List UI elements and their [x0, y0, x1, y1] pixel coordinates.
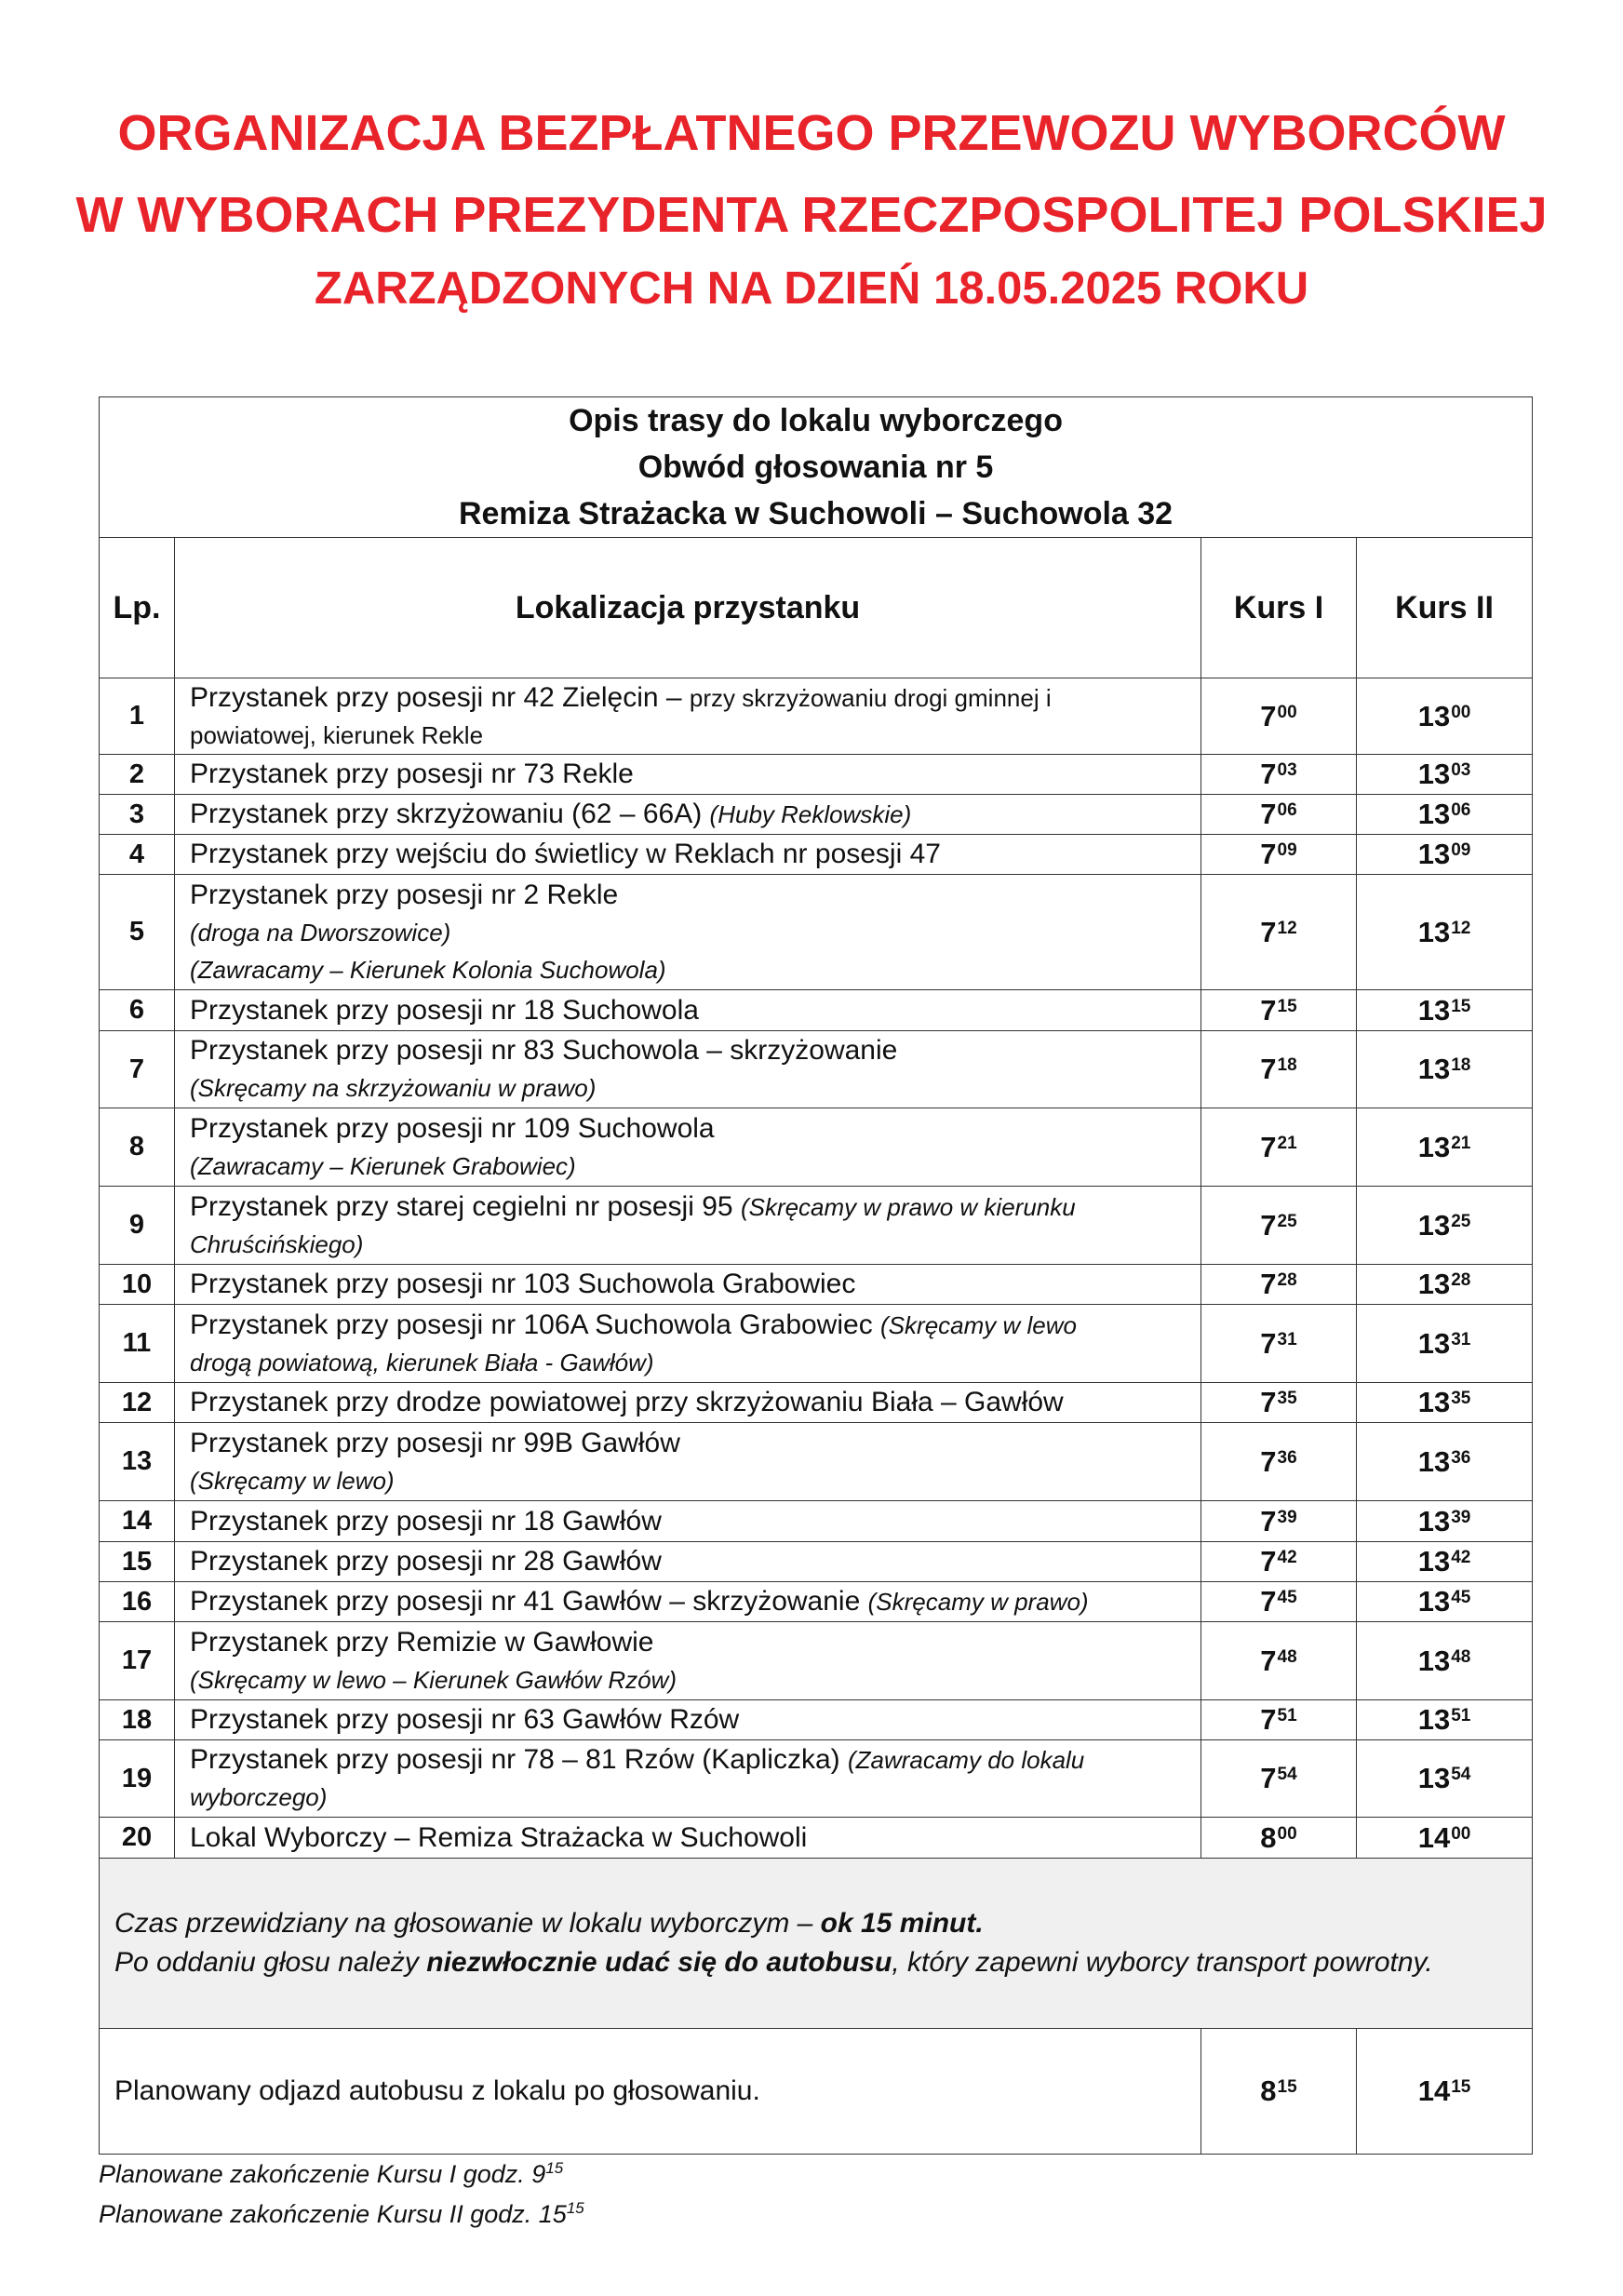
stop-description-line: [190, 1069, 1200, 1107]
stop-description-text: Przystanek przy posesji nr 18 Suchowola: [190, 994, 699, 1026]
time-kurs2-minute: 06: [1451, 800, 1471, 820]
stop-description-line: [190, 1741, 1200, 1779]
stop-description-line: [190, 679, 1200, 717]
time-kurs2: [1357, 1305, 1533, 1383]
time-kurs1-hour: 7: [1260, 1585, 1277, 1618]
footer-line-1: [99, 2159, 563, 2189]
table-row: [100, 1818, 1533, 1859]
time-kurs2: [1357, 1265, 1533, 1305]
stop-description-text: (Zawracamy – Kierunek Kolonia Suchowola): [190, 955, 666, 984]
time-kurs2: [1357, 1187, 1533, 1265]
time-kurs2-minute: 36: [1451, 1447, 1471, 1468]
stop-description-line: [190, 1543, 1200, 1580]
stop-description: [175, 755, 1201, 795]
stop-description: [175, 1501, 1201, 1542]
note-line-2-bold: niezwłocznie udać się do autobusu: [426, 1947, 892, 1978]
stop-description-line: [190, 717, 1200, 754]
time-kurs2-minute: 03: [1451, 760, 1471, 780]
stop-description-line: [190, 1110, 1200, 1148]
time-kurs1-minute: 42: [1277, 1548, 1297, 1567]
time-kurs1: [1201, 795, 1357, 835]
note-line-2-end: , który zapewni wyborcy transport powrotny.: [892, 1947, 1433, 1978]
departure-label: Planowany odjazd autobusu z lokalu po głosowaniu.: [100, 2029, 1201, 2155]
table-row: [100, 1108, 1533, 1187]
stop-description-text: (Skręcamy na skrzyżowaniu w prawo): [190, 1074, 597, 1102]
time-kurs1: [1201, 755, 1357, 795]
time-kurs2: [1357, 755, 1533, 795]
footer-line-2-text: Planowane zakończenie Kursu II godz. 15: [99, 2200, 567, 2228]
stop-description-line: [190, 1503, 1200, 1540]
time-kurs2: [1357, 1423, 1533, 1501]
stop-description-text: (Skręcamy w lewo: [880, 1310, 1077, 1339]
table-row: [100, 1501, 1533, 1542]
stop-description-text: Przystanek przy posesji nr 41 Gawłów – skrzyżowanie: [190, 1586, 868, 1617]
stop-description-text: Przystanek przy posesji nr 42 Zielęcin –: [190, 681, 690, 713]
departure-kurs1-hour: 8: [1260, 2074, 1277, 2107]
time-kurs1: [1201, 1700, 1357, 1740]
time-kurs1-hour: 7: [1260, 1268, 1277, 1300]
time-kurs2-hour: 13: [1417, 1444, 1451, 1478]
time-kurs2-minute: 12: [1451, 918, 1471, 938]
stop-description-text: Przystanek przy posesji nr 78 – 81 Rzów (Kapliczka): [190, 1744, 848, 1775]
stop-number: 16: [100, 1582, 175, 1622]
time-kurs1-hour: 7: [1260, 1444, 1277, 1478]
stop-description-line: [190, 1462, 1200, 1499]
time-kurs2: [1357, 795, 1533, 835]
time-kurs1-minute: 28: [1277, 1270, 1297, 1290]
time-kurs2-hour: 13: [1417, 758, 1451, 790]
route-header-row: [100, 397, 1533, 538]
note-line-2-text: Po oddaniu głosu należy: [114, 1947, 427, 1978]
table-row: [100, 1031, 1533, 1108]
route-header-line-1: Opis trasy do lokalu wyborczego: [569, 403, 1063, 438]
time-kurs1: [1201, 990, 1357, 1031]
stop-description-line: [190, 1307, 1200, 1344]
departure-kurs2: [1357, 2029, 1533, 2155]
time-kurs2-hour: 14: [1417, 1820, 1451, 1854]
stop-description-line: [190, 836, 1200, 873]
time-kurs2-minute: 54: [1451, 1765, 1471, 1784]
stop-description-line: [190, 1032, 1200, 1069]
stop-description-text: Lokal Wyborczy – Remiza Strażacka w Suchowoli: [190, 1821, 808, 1853]
time-kurs2-minute: 25: [1451, 1211, 1471, 1231]
stop-description: [175, 795, 1201, 835]
stop-description: [175, 1305, 1201, 1383]
stop-description-line: [190, 1624, 1200, 1661]
stop-number: 5: [100, 875, 175, 990]
time-kurs2: [1357, 1700, 1533, 1740]
stop-description-text: Przystanek przy wejściu do świetlicy w Reklach nr posesji 47: [190, 839, 941, 869]
stop-number: 3: [100, 795, 175, 835]
stop-description-text: wyborczego): [190, 1783, 328, 1811]
note-line-1-text: Czas przewidziany na głosowanie w lokalu wyborczym –: [114, 1908, 821, 1939]
time-kurs2-minute: 51: [1451, 1706, 1471, 1725]
table-row: [100, 795, 1533, 835]
time-kurs1-hour: 7: [1260, 993, 1277, 1027]
stop-description-line: [190, 1266, 1200, 1303]
table-row: [100, 1187, 1533, 1265]
stop-description-line: [190, 1188, 1200, 1226]
stop-number: 11: [100, 1305, 175, 1383]
table-row: [100, 1305, 1533, 1383]
time-kurs2: [1357, 875, 1533, 990]
time-kurs1: [1201, 1031, 1357, 1108]
column-header-lp: Lp.: [100, 538, 175, 678]
stop-description: [175, 1031, 1201, 1108]
time-kurs1: [1201, 1265, 1357, 1305]
stop-description: [175, 1108, 1201, 1187]
stop-description-text: Przystanek przy posesji nr 73 Rekle: [190, 759, 634, 789]
time-kurs2-hour: 13: [1417, 1585, 1451, 1618]
stop-description-text: przy skrzyżowaniu drogi gminnej i: [689, 683, 1052, 712]
stop-number: 10: [100, 1265, 175, 1305]
stop-description: [175, 875, 1201, 990]
stop-description: [175, 1542, 1201, 1582]
stop-description-text: (Zawracamy do lokalu: [847, 1746, 1085, 1774]
time-kurs1-minute: 03: [1277, 760, 1297, 780]
title-line-1: ORGANIZACJA BEZPŁATNEGO PRZEWOZU WYBORCÓW: [117, 105, 1506, 161]
time-kurs2: [1357, 1542, 1533, 1582]
stop-number: 18: [100, 1700, 175, 1740]
time-kurs2-minute: 48: [1451, 1646, 1471, 1667]
stop-description-line: [190, 914, 1200, 951]
column-header-kurs2: Kurs II: [1357, 538, 1533, 678]
stop-description-line: [190, 1701, 1200, 1739]
time-kurs1-minute: 45: [1277, 1588, 1297, 1607]
time-kurs1-hour: 8: [1260, 1820, 1277, 1854]
stop-description-text: (Skręcamy w lewo): [190, 1466, 395, 1495]
time-kurs2-hour: 13: [1417, 1644, 1451, 1677]
stop-description: [175, 990, 1201, 1031]
time-kurs1: [1201, 1818, 1357, 1859]
time-kurs1: [1201, 835, 1357, 875]
time-kurs2-minute: 18: [1451, 1055, 1471, 1075]
note-row: [100, 1859, 1533, 2029]
stop-description: [175, 1187, 1201, 1265]
stop-description-line: [190, 756, 1200, 793]
table-row: [100, 1542, 1533, 1582]
table-row: [100, 1700, 1533, 1740]
stop-number: 2: [100, 755, 175, 795]
time-kurs1-hour: 7: [1260, 758, 1277, 790]
stop-description-text: Przystanek przy Remizie w Gawłowie: [190, 1626, 654, 1658]
stop-description-text: Przystanek przy posesji nr 63 Gawłów Rzów: [190, 1704, 740, 1735]
time-kurs1-hour: 7: [1260, 1130, 1277, 1163]
stop-description: [175, 835, 1201, 875]
stop-description-text: Przystanek przy posesji nr 83 Suchowola – skrzyżowanie: [190, 1035, 898, 1066]
stop-description: [175, 1265, 1201, 1305]
stop-description-text: (Skręcamy w lewo – Kierunek Gawłów Rzów): [190, 1665, 677, 1694]
time-kurs2: [1357, 1501, 1533, 1542]
time-kurs1-minute: 12: [1277, 918, 1297, 938]
time-kurs2-hour: 13: [1417, 838, 1451, 870]
departure-kurs2-minute: 15: [1451, 2077, 1471, 2097]
table-row: [100, 1423, 1533, 1501]
stop-description-text: Przystanek przy posesji nr 103 Suchowola Grabowiec: [190, 1269, 856, 1299]
time-kurs2-minute: 45: [1451, 1588, 1471, 1607]
time-kurs2-hour: 13: [1417, 1762, 1451, 1794]
time-kurs2: [1357, 1582, 1533, 1622]
stop-number: 4: [100, 835, 175, 875]
time-kurs1: [1201, 1582, 1357, 1622]
stop-description-line: [190, 1583, 1200, 1620]
stop-description-text: Przystanek przy drodze powiatowej przy skrzyżowaniu Biała – Gawłów: [190, 1387, 1064, 1417]
stop-description-line: [190, 796, 1200, 833]
route-header-line-3: Remiza Strażacka w Suchowoli – Suchowola 32: [458, 496, 1174, 531]
stop-number: 7: [100, 1031, 175, 1108]
stop-description-text: Przystanek przy posesji nr 28 Gawłów: [190, 1546, 662, 1577]
time-kurs1-minute: 54: [1277, 1765, 1297, 1784]
time-kurs2-hour: 13: [1417, 1053, 1451, 1085]
time-kurs2-hour: 13: [1417, 1326, 1451, 1360]
table-row: [100, 1622, 1533, 1700]
time-kurs1: [1201, 1305, 1357, 1383]
time-kurs2-minute: 21: [1451, 1133, 1471, 1153]
time-kurs2: [1357, 1383, 1533, 1423]
time-kurs1-minute: 48: [1277, 1646, 1297, 1667]
departure-kurs1-minute: 15: [1277, 2077, 1297, 2097]
time-kurs1-minute: 25: [1277, 1211, 1297, 1231]
time-kurs1-minute: 15: [1277, 996, 1297, 1016]
time-kurs1-hour: 7: [1260, 798, 1277, 830]
stop-description: [175, 678, 1201, 755]
stop-description-text: Przystanek przy skrzyżowaniu (62 – 66A): [190, 799, 710, 829]
time-kurs2-minute: 09: [1451, 840, 1471, 860]
time-kurs2-hour: 13: [1417, 798, 1451, 830]
time-kurs2-minute: 31: [1451, 1329, 1471, 1349]
stop-description-text: (Zawracamy – Kierunek Grabowiec): [190, 1151, 576, 1180]
time-kurs1-minute: 21: [1277, 1133, 1297, 1153]
stop-description-line: [190, 877, 1200, 914]
route-header: [100, 397, 1533, 538]
time-kurs2: [1357, 1622, 1533, 1700]
time-kurs2-hour: 13: [1417, 1545, 1451, 1578]
time-kurs1-minute: 31: [1277, 1329, 1297, 1349]
column-header-kurs1: Kurs I: [1201, 538, 1357, 678]
stop-description-line: [190, 1226, 1200, 1263]
time-kurs1: [1201, 1383, 1357, 1423]
time-kurs2-hour: 13: [1417, 915, 1451, 948]
time-kurs2-hour: 13: [1417, 699, 1451, 732]
time-kurs2-hour: 13: [1417, 1504, 1451, 1537]
stop-description-line: [190, 1384, 1200, 1421]
time-kurs1: [1201, 1740, 1357, 1818]
table-row: [100, 1740, 1533, 1818]
time-kurs1-hour: 7: [1260, 1762, 1277, 1794]
stop-description-line: [190, 1779, 1200, 1816]
table-row: [100, 1265, 1533, 1305]
time-kurs2-hour: 13: [1417, 1268, 1451, 1300]
stop-number: 8: [100, 1108, 175, 1187]
stop-description-text: Przystanek przy posesji nr 109 Suchowola: [190, 1112, 715, 1144]
time-kurs1: [1201, 1108, 1357, 1187]
time-kurs2-hour: 13: [1417, 1703, 1451, 1736]
table-row: [100, 835, 1533, 875]
column-header-row: [100, 538, 1533, 678]
time-kurs1-hour: 7: [1260, 699, 1277, 732]
time-kurs1: [1201, 1542, 1357, 1582]
stop-description-text: powiatowej, kierunek Rekle: [190, 720, 484, 749]
time-kurs2-minute: 35: [1451, 1389, 1471, 1408]
time-kurs1-minute: 09: [1277, 840, 1297, 860]
time-kurs2: [1357, 990, 1533, 1031]
departure-kurs2-hour: 14: [1417, 2074, 1451, 2107]
table-row: [100, 1383, 1533, 1423]
stop-description-text: Chruścińskiego): [190, 1229, 364, 1258]
stop-number: 1: [100, 678, 175, 755]
stop-description-text: Przystanek przy posesji nr 106A Suchowola Grabowiec: [190, 1309, 881, 1340]
table-row: [100, 990, 1533, 1031]
time-kurs2: [1357, 1740, 1533, 1818]
time-kurs2-hour: 13: [1417, 1130, 1451, 1163]
stop-description-text: (Huby Reklowskie): [709, 800, 912, 828]
stop-description: [175, 1740, 1201, 1818]
time-kurs2-hour: 13: [1417, 1386, 1451, 1418]
column-header-location: Lokalizacja przystanku: [175, 538, 1201, 678]
time-kurs2-minute: 00: [1451, 1823, 1471, 1844]
time-kurs1-minute: 51: [1277, 1706, 1297, 1725]
time-kurs1: [1201, 875, 1357, 990]
stop-description-text: Przystanek przy posesji nr 99B Gawłów: [190, 1427, 680, 1458]
time-kurs2: [1357, 1818, 1533, 1859]
stop-description-text: (droga na Dworszowice): [190, 918, 451, 947]
stop-number: 19: [100, 1740, 175, 1818]
footer-line-1-sup: 15: [545, 2159, 564, 2177]
stop-description-text: Przystanek przy starej cegielni nr posesji 95: [190, 1190, 741, 1222]
footer-line-2-sup: 15: [566, 2199, 584, 2217]
stop-description: [175, 1383, 1201, 1423]
time-kurs1-hour: 7: [1260, 1504, 1277, 1537]
time-kurs1-hour: 7: [1260, 1208, 1277, 1242]
time-kurs1: [1201, 1423, 1357, 1501]
time-kurs1-hour: 7: [1260, 1545, 1277, 1578]
stop-description: [175, 1818, 1201, 1859]
note-line-1-bold: ok 15 minut.: [820, 1908, 984, 1939]
stop-description-text: (Skręcamy w prawo w kierunku: [740, 1192, 1076, 1221]
route-header-line-2: Obwód głosowania nr 5: [637, 450, 994, 485]
title-line-2: W WYBORACH PREZYDENTA RZECZPOSPOLITEJ POLSKIEJ: [75, 187, 1548, 243]
footer-line-2: [99, 2199, 584, 2229]
time-kurs1-hour: 7: [1260, 1703, 1277, 1736]
time-kurs2-hour: 13: [1417, 1208, 1451, 1242]
time-kurs2-hour: 13: [1417, 993, 1451, 1027]
table-row: [100, 755, 1533, 795]
stop-description-text: Przystanek przy posesji nr 18 Gawłów: [190, 1505, 662, 1537]
time-kurs2: [1357, 1108, 1533, 1187]
stop-number: 6: [100, 990, 175, 1031]
stop-number: 15: [100, 1542, 175, 1582]
departure-row: [100, 2029, 1533, 2155]
stop-description: [175, 1423, 1201, 1501]
stop-description-line: [190, 1819, 1200, 1857]
time-kurs1-minute: 00: [1277, 1823, 1297, 1844]
time-kurs1: [1201, 1622, 1357, 1700]
voting-note: [100, 1859, 1533, 2029]
time-kurs2-minute: 28: [1451, 1270, 1471, 1290]
time-kurs1-hour: 7: [1260, 838, 1277, 870]
stop-description-line: [190, 1344, 1200, 1381]
time-kurs1-hour: 7: [1260, 1326, 1277, 1360]
note-line-1: [114, 1904, 1532, 1943]
time-kurs1-hour: 7: [1260, 1386, 1277, 1418]
time-kurs1-minute: 18: [1277, 1055, 1297, 1075]
time-kurs2-minute: 00: [1451, 702, 1471, 722]
time-kurs2-minute: 15: [1451, 996, 1471, 1016]
time-kurs1-minute: 06: [1277, 800, 1297, 820]
stop-description: [175, 1622, 1201, 1700]
table-row: [100, 875, 1533, 990]
stop-description-line: [190, 1425, 1200, 1462]
time-kurs2: [1357, 678, 1533, 755]
stop-description-line: [190, 1148, 1200, 1185]
stop-description-text: (Skręcamy w prawo): [867, 1588, 1089, 1616]
footer-line-1-text: Planowane zakończenie Kursu I godz. 9: [99, 2160, 546, 2188]
stop-number: 12: [100, 1383, 175, 1423]
stop-description: [175, 1700, 1201, 1740]
stop-number: 9: [100, 1187, 175, 1265]
stop-description-text: Przystanek przy posesji nr 2 Rekle: [190, 879, 619, 910]
stop-description-line: [190, 1661, 1200, 1699]
stop-description-line: [190, 992, 1200, 1029]
stop-number: 14: [100, 1501, 175, 1542]
note-line-2: [114, 1943, 1532, 1982]
stop-description: [175, 1582, 1201, 1622]
time-kurs1: [1201, 678, 1357, 755]
stop-number: 13: [100, 1423, 175, 1501]
departure-kurs1: [1201, 2029, 1357, 2155]
time-kurs1-hour: 7: [1260, 1644, 1277, 1677]
time-kurs1: [1201, 1187, 1357, 1265]
time-kurs1: [1201, 1501, 1357, 1542]
time-kurs1-minute: 00: [1277, 702, 1297, 722]
title-line-3: ZARZĄDZONYCH NA DZIEŃ 18.05.2025 ROKU: [314, 263, 1309, 314]
stop-number: 20: [100, 1818, 175, 1859]
time-kurs1-minute: 35: [1277, 1389, 1297, 1408]
time-kurs1-hour: 7: [1260, 915, 1277, 948]
time-kurs2-minute: 39: [1451, 1507, 1471, 1527]
stop-description-text: drogą powiatową, kierunek Biała - Gawłów): [190, 1348, 654, 1376]
stop-number: 17: [100, 1622, 175, 1700]
time-kurs1-hour: 7: [1260, 1053, 1277, 1085]
route-table: [99, 396, 1533, 2155]
table-row: [100, 678, 1533, 755]
table-row: [100, 1582, 1533, 1622]
time-kurs1-minute: 36: [1277, 1447, 1297, 1468]
time-kurs2: [1357, 835, 1533, 875]
time-kurs1-minute: 39: [1277, 1507, 1297, 1527]
stop-description-line: [190, 951, 1200, 988]
time-kurs2-minute: 42: [1451, 1548, 1471, 1567]
time-kurs2: [1357, 1031, 1533, 1108]
